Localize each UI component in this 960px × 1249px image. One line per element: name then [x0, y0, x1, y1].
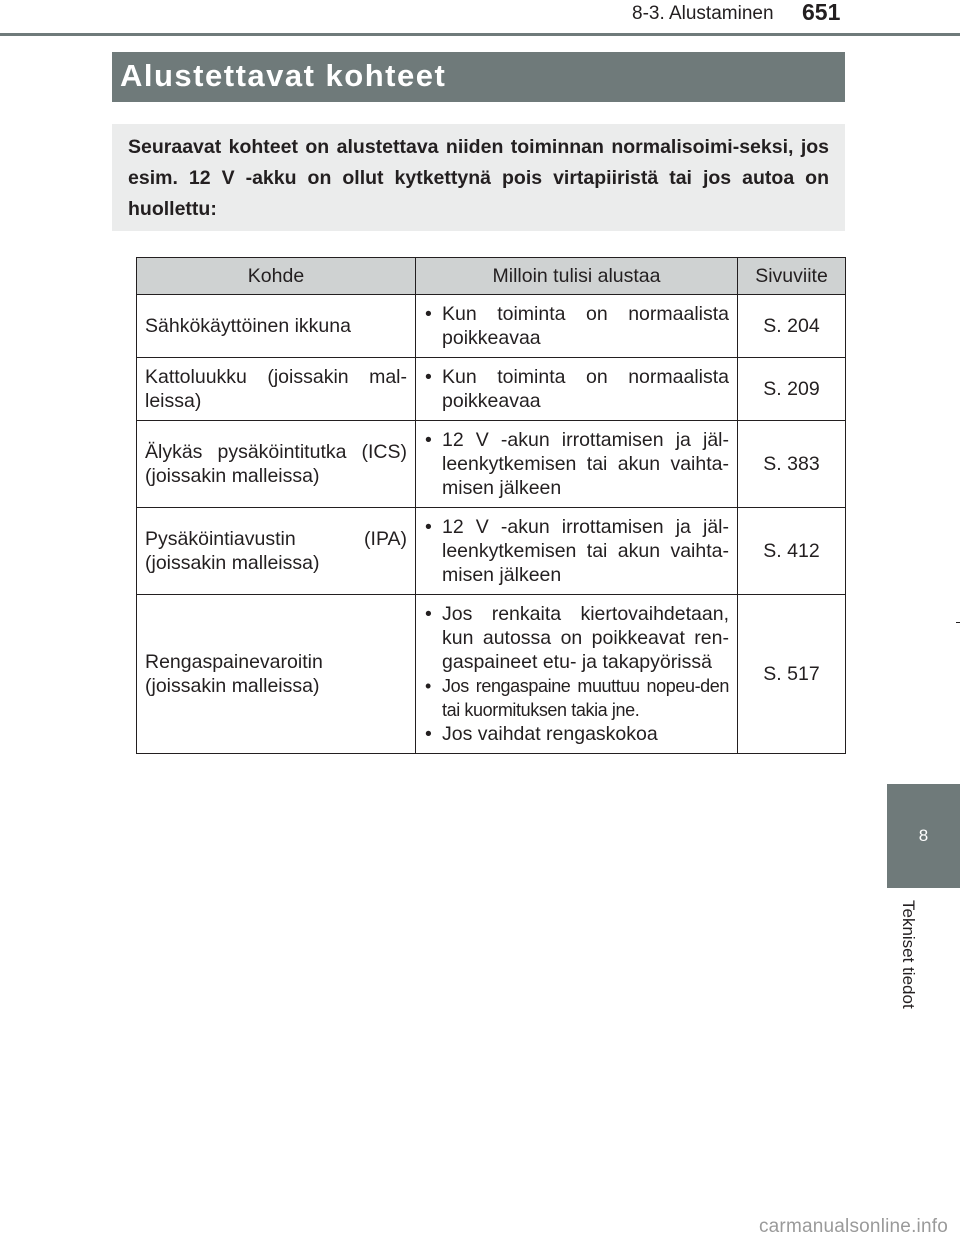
- title-bar: [112, 52, 845, 102]
- column-header-item: Kohde: [137, 258, 416, 295]
- reference-cell: S. 517: [738, 595, 846, 754]
- table-row: [137, 295, 846, 358]
- condition-cell: [416, 421, 738, 508]
- page-number: 651: [802, 0, 841, 25]
- item-cell: Rengaspainevaroitin (joissakin malleissa): [137, 595, 416, 754]
- item-cell: Pysäköintiavustin (IPA) (joissakin malleissa): [137, 508, 416, 595]
- condition-cell: [416, 508, 738, 595]
- table-row: [137, 358, 846, 421]
- condition-cell: [416, 358, 738, 421]
- table-row: [137, 421, 846, 508]
- condition-list: [424, 602, 729, 746]
- item-cell: Sähkökäyttöinen ikkuna: [137, 295, 416, 358]
- watermark: carmanualsonline.info: [758, 1216, 948, 1237]
- table-row: [137, 508, 846, 595]
- condition-item: • 12 V -akun irrottamisen ja jäl-leenkytkemisen tai akun vaihta-misen jälkeen: [424, 428, 729, 500]
- condition-item: • Kun toiminta on normaalista poikkeavaa: [424, 302, 729, 350]
- condition-item: • 12 V -akun irrottamisen ja jäl-leenkytkemisen tai akun vaihta-misen jälkeen: [424, 515, 729, 587]
- table-row: [137, 595, 846, 754]
- intro-box: [112, 124, 845, 231]
- condition-item: • Jos renkaita kiertovaihdetaan, kun autossa on poikkeavat ren-gaspaineet etu- ja takapyörissä: [424, 602, 729, 674]
- page-title: Alustettavat kohteet: [120, 58, 447, 93]
- reference-cell: S. 204: [738, 295, 846, 358]
- table-header-row: [137, 258, 846, 295]
- condition-list: [424, 515, 729, 587]
- header-rule: [0, 33, 960, 36]
- intro-text: Seuraavat kohteet on alustettava niiden toiminnan normalisoimi-seksi, jos esim. 12 V -akku on ollut kytkettynä pois virtapiiristä tai jos autoa on huollettu:: [128, 136, 829, 220]
- condition-item: • Jos rengaspaine muuttuu nopeu-den tai kuormituksen takia jne.: [424, 674, 729, 722]
- condition-cell: [416, 595, 738, 754]
- condition-cell: [416, 295, 738, 358]
- condition-list: [424, 302, 729, 350]
- item-cell: Älykäs pysäköintitutka (ICS) (joissakin malleissa): [137, 421, 416, 508]
- reset-items-table: [136, 257, 846, 754]
- condition-item: • Kun toiminta on normaalista poikkeavaa: [424, 365, 729, 413]
- column-header-when: Milloin tulisi alustaa: [416, 258, 738, 295]
- chapter-label: Tekniset tiedot: [899, 900, 918, 1009]
- reference-cell: S. 383: [738, 421, 846, 508]
- condition-list: [424, 365, 729, 413]
- column-header-reference: Sivuviite: [738, 258, 846, 295]
- condition-item: • Jos vaihdat rengaskokoa: [424, 722, 729, 746]
- item-cell: Kattoluukku (joissakin mal-leissa): [137, 358, 416, 421]
- edge-mark: [956, 622, 960, 623]
- reference-cell: S. 209: [738, 358, 846, 421]
- condition-list: [424, 428, 729, 500]
- reference-cell: S. 412: [738, 508, 846, 595]
- section-label: 8-3. Alustaminen: [632, 3, 774, 24]
- chapter-tab: 8: [887, 784, 960, 888]
